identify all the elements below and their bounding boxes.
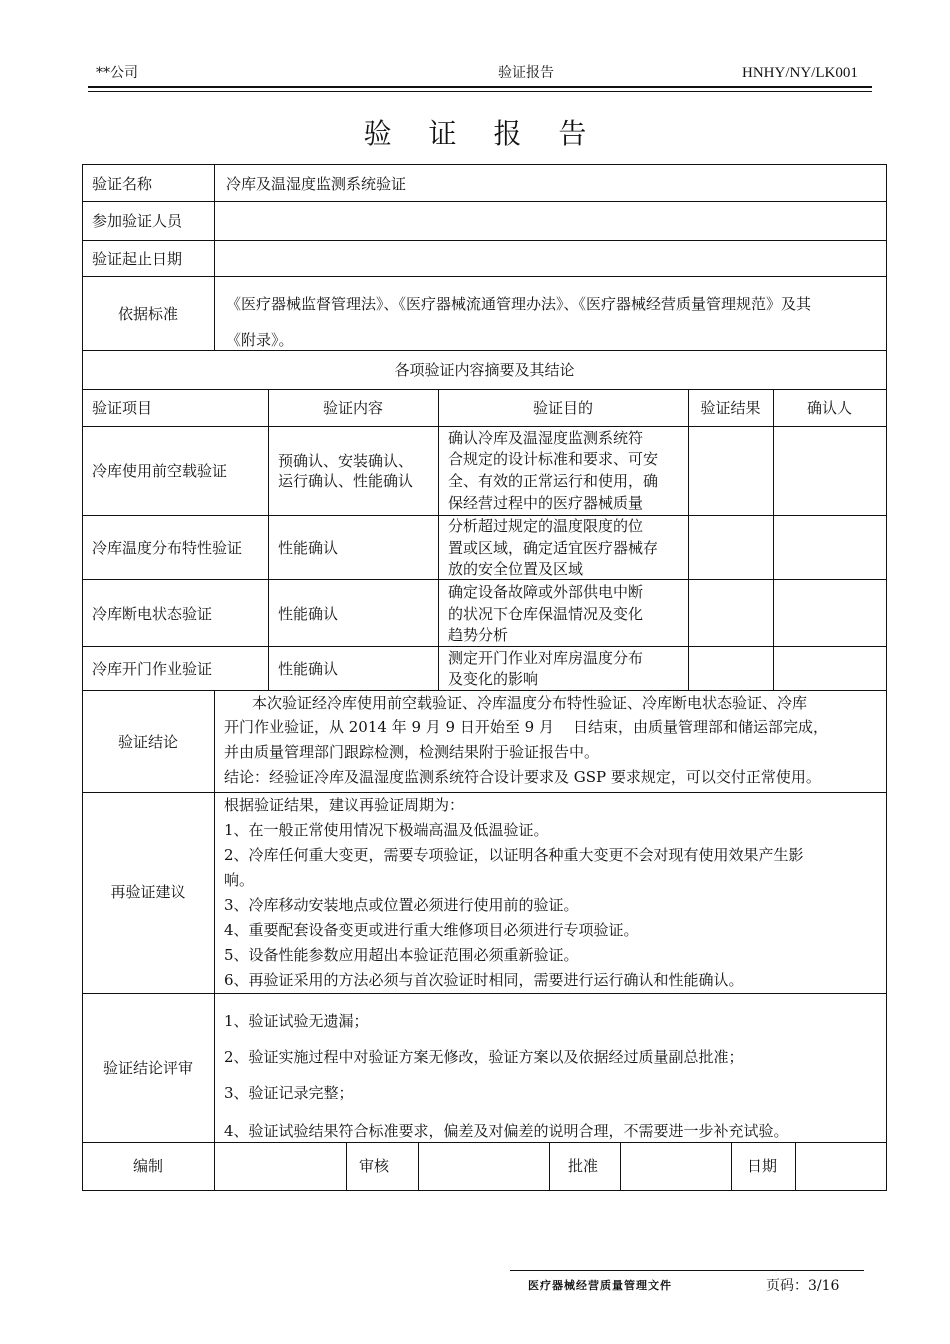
- row-purpose: 放的安全位置及区域: [448, 560, 584, 578]
- rule: [346, 1142, 347, 1191]
- revalidation-item-2-cont: 响。: [224, 871, 255, 889]
- page-title: 验 证 报 告: [363, 117, 601, 150]
- col-header-content: 验证内容: [322, 399, 383, 417]
- col-header-purpose: 验证目的: [532, 399, 593, 417]
- rule: [82, 276, 887, 277]
- row-content: 预确认、安装确认、: [278, 452, 414, 470]
- conclusion-line-4: 结论：经验证冷库及温湿度监测系统符合设计要求及 GSP 要求规定，可以交付正常使用。: [224, 768, 821, 786]
- revalidation-item-4: 4、重要配套设备变更或进行重大维修项目必须进行专项验证。: [224, 921, 639, 939]
- revalidation-item-5: 5、设备性能参数应用超出本验证范围必须重新验证。: [224, 946, 579, 964]
- rule: [268, 389, 269, 690]
- footer-doc-series: 医疗器械经营质量管理文件: [528, 1279, 672, 1292]
- header-doc-code: HNHY/NY/LK001: [742, 65, 858, 81]
- row-purpose: 确认冷库及温湿度监测系统符: [448, 429, 644, 447]
- footer-rule: [510, 1270, 864, 1271]
- header-company: **公司: [96, 65, 138, 81]
- rule: [214, 690, 215, 1191]
- review-item-2: 2、验证实施过程中对验证方案无修改，验证方案以及依据经过质量副总批准；: [224, 1048, 744, 1066]
- rule: [214, 164, 215, 350]
- rule: [82, 792, 887, 793]
- rule: [82, 350, 887, 351]
- rule: [82, 579, 887, 580]
- date-range-label: 验证起止日期: [92, 250, 183, 268]
- row-item: 冷库温度分布特性验证: [92, 539, 243, 557]
- rule: [795, 1142, 796, 1191]
- rule: [438, 389, 439, 690]
- review-label: 验证结论评审: [102, 1059, 193, 1077]
- name-value: 冷库及温湿度监测系统验证: [226, 175, 407, 193]
- basis-line-1: 《医疗器械监督管理法》、《医疗器械流通管理办法》、《医疗器械经营质量管理规范》及其: [226, 295, 812, 313]
- header-rule-thin: [88, 91, 872, 92]
- conclusion-line-2: 开门作业验证，从 2014 年 9 月 9 日开始至 9 月 日结束，由质量管理部和储运部完成，: [224, 718, 829, 736]
- conclusion-line-1: 本次验证经冷库使用前空载验证、冷库温度分布特性验证、冷库断电状态验证、冷库: [252, 694, 808, 712]
- rule: [731, 1142, 732, 1191]
- row-purpose: 合规定的设计标准和要求、可安: [448, 450, 659, 468]
- personnel-label: 参加验证人员: [92, 212, 183, 230]
- signoff-approve-label: 批准: [568, 1157, 599, 1175]
- rule: [549, 1142, 550, 1191]
- review-item-3: 3、验证记录完整；: [224, 1084, 354, 1102]
- rule: [82, 1190, 887, 1191]
- conclusion-line-3: 并由质量管理部门跟踪检测，检测结果附于验证报告中。: [224, 743, 600, 761]
- summary-title: 各项验证内容摘要及其结论: [394, 361, 575, 379]
- row-purpose: 的状况下仓库保温情况及变化: [448, 605, 644, 623]
- rule: [82, 993, 887, 994]
- revalidation-item-2: 2、冷库任何重大变更，需要专项验证，以证明各种重大变更不会对现有使用效果产生影: [224, 846, 804, 864]
- header-rule-thick: [88, 86, 872, 88]
- rule: [82, 1142, 887, 1143]
- revalidation-item-1: 1、在一般正常使用情况下极端高温及低温验证。: [224, 821, 549, 839]
- row-item: 冷库使用前空载验证: [92, 462, 228, 480]
- col-header-item: 验证项目: [92, 399, 153, 417]
- rule: [620, 1142, 621, 1191]
- basis-label: 依据标准: [117, 305, 178, 323]
- rule: [82, 164, 887, 165]
- rule: [82, 646, 887, 647]
- header-doc-type: 验证报告: [498, 65, 554, 81]
- row-item: 冷库断电状态验证: [92, 605, 213, 623]
- signoff-compile-label: 编制: [132, 1157, 163, 1175]
- name-label: 验证名称: [92, 175, 153, 193]
- revalidation-item-3: 3、冷库移动安装地点或位置必须进行使用前的验证。: [224, 896, 579, 914]
- rule: [82, 240, 887, 241]
- row-purpose: 保经营过程中的医疗器械质量: [448, 494, 644, 512]
- revalidation-item-6: 6、再验证采用的方法必须与首次验证时相同，需要进行运行确认和性能确认。: [224, 971, 744, 989]
- conclusion-label: 验证结论: [117, 733, 178, 751]
- row-purpose: 分析超过规定的温度限度的位: [448, 517, 644, 535]
- row-purpose: 全、有效的正常运行和使用，确: [448, 472, 659, 490]
- revalidation-intro: 根据验证结果，建议再验证周期为：: [224, 796, 465, 814]
- col-header-confirmer: 确认人: [806, 399, 852, 417]
- row-purpose: 趋势分析: [448, 626, 509, 644]
- col-header-result: 验证结果: [700, 399, 761, 417]
- row-content: 性能确认: [278, 539, 339, 557]
- review-item-4: 4、验证试验结果符合标准要求，偏差及对偏差的说明合理，不需要进一步补充试验。: [224, 1122, 789, 1140]
- footer-page-number: 页码：3/16: [766, 1278, 840, 1294]
- rule: [82, 690, 887, 691]
- review-item-1: 1、验证试验无遗漏；: [224, 1012, 369, 1030]
- row-purpose: 及变化的影响: [448, 670, 539, 688]
- rule: [82, 426, 887, 427]
- row-item: 冷库开门作业验证: [92, 660, 213, 678]
- revalidation-label: 再验证建议: [110, 883, 186, 901]
- signoff-date-label: 日期: [747, 1157, 778, 1175]
- row-purpose: 测定开门作业对库房温度分布: [448, 649, 644, 667]
- row-content: 性能确认: [278, 605, 339, 623]
- row-content: 运行确认、性能确认: [278, 472, 414, 490]
- basis-line-2: 《附录》。: [226, 331, 294, 349]
- row-content: 性能确认: [278, 660, 339, 678]
- report-table: [82, 164, 887, 1191]
- rule: [688, 389, 689, 690]
- rule: [418, 1142, 419, 1191]
- rule: [886, 164, 887, 1191]
- rule: [82, 389, 887, 390]
- signoff-review-label: 审核: [359, 1157, 390, 1175]
- row-purpose: 置或区域，确定适宜医疗器械存: [448, 539, 659, 557]
- row-purpose: 确定设备故障或外部供电中断: [448, 583, 644, 601]
- rule: [773, 389, 774, 690]
- rule: [82, 201, 887, 202]
